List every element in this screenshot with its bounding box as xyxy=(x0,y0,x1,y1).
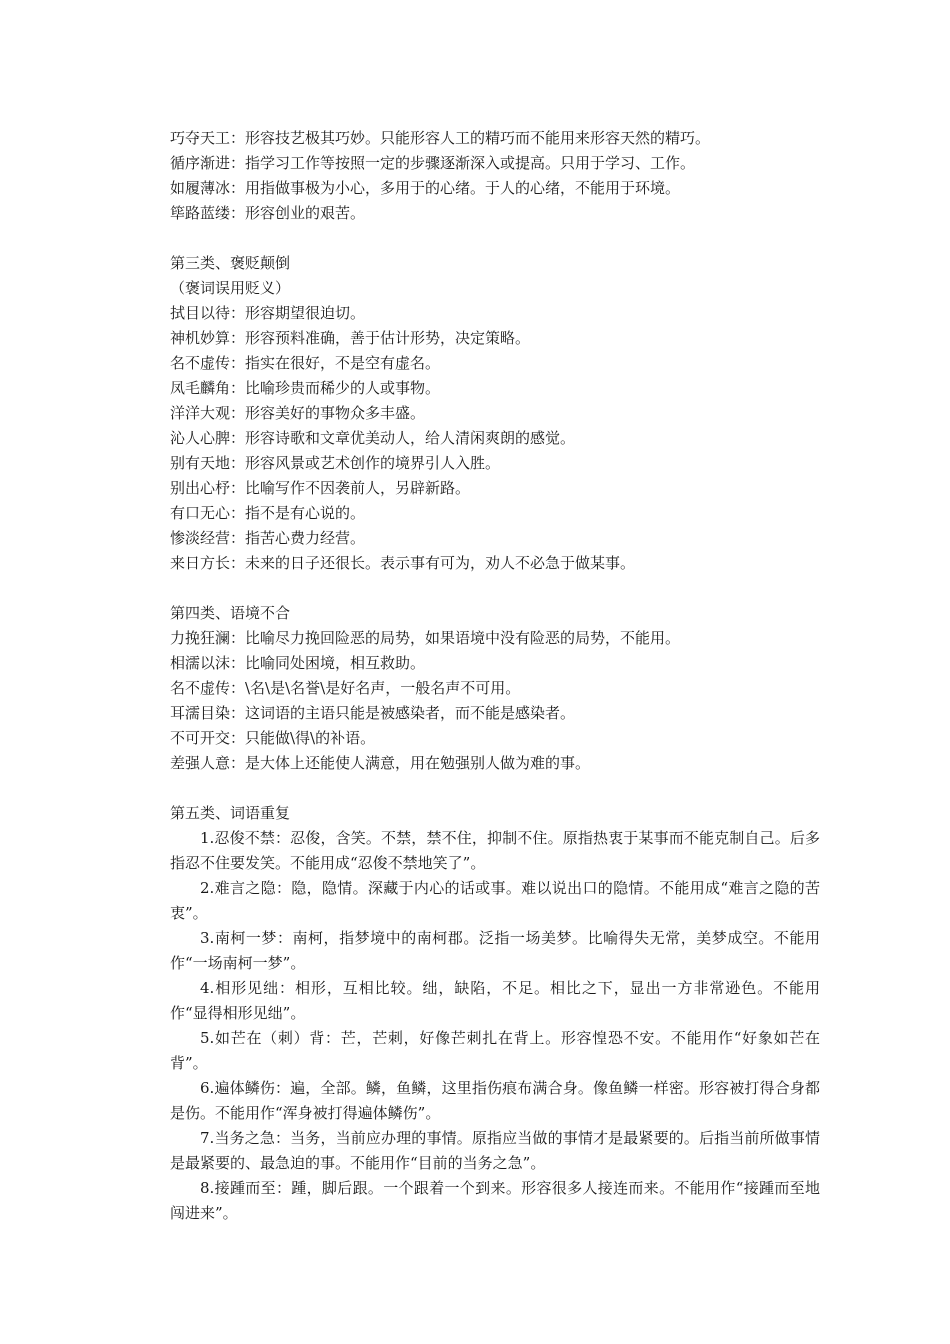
idiom-paragraph: 4.相形见绌：相形，互相比较。绌，缺陷，不足。相比之下，显出一方非常逊色。不能用作“显得相形见绌”。 xyxy=(170,979,820,1022)
section-heading: 第五类、词语重复 xyxy=(170,804,291,822)
section-4 xyxy=(170,601,820,776)
section-subheading: （褒词误用贬义） xyxy=(170,279,291,297)
spacer xyxy=(170,226,820,251)
spacer xyxy=(170,776,820,801)
idiom-line: 如履薄冰：用指做事极为小心，多用于的心绪。于人的心绪，不能用于环境。 xyxy=(170,179,681,197)
idiom-paragraph: 8.接踵而至：踵，脚后跟。一个跟着一个到来。形容很多人接连而来。不能用作“接踵而至地闯进来”。 xyxy=(170,1179,820,1222)
idiom-line: 筚路蓝缕：形容创业的艰苦。 xyxy=(170,204,366,222)
idiom-line: 有口无心：指不是有心说的。 xyxy=(170,504,366,522)
section-heading: 第三类、褒贬颠倒 xyxy=(170,254,291,272)
idiom-line: 名不虚传：指实在很好，不是空有虚名。 xyxy=(170,354,441,372)
idiom-line: 不可开交：只能做\得\的补语。 xyxy=(170,729,376,747)
idiom-line: 别有天地：形容风景或艺术创作的境界引人入胜。 xyxy=(170,454,501,472)
idiom-line: 来日方长：未来的日子还很长。表示事有可为，劝人不必急于做某事。 xyxy=(170,554,636,572)
idiom-line: 洋洋大观：形容美好的事物众多丰盛。 xyxy=(170,404,426,422)
section-top xyxy=(170,126,820,226)
idiom-line: 凤毛麟角：比喻珍贵而稀少的人或事物。 xyxy=(170,379,441,397)
idiom-paragraph: 6.遍体鳞伤：遍，全部。鳞，鱼鳞，这里指伤痕布满合身。像鱼鳞一样密。形容被打得合身都是伤。不能用作“浑身被打得遍体鳞伤”。 xyxy=(170,1079,820,1122)
section-3 xyxy=(170,251,820,576)
idiom-paragraph: 5.如芒在（刺）背：芒，芒刺，好像芒刺扎在背上。形容惶恐不安。不能用作“好象如芒在背”。 xyxy=(170,1029,820,1072)
idiom-line: 神机妙算：形容预料准确，善于估计形势，决定策略。 xyxy=(170,329,531,347)
idiom-line: 名不虚传：\名\是\名誉\是好名声，一般名声不可用。 xyxy=(170,679,521,697)
section-heading: 第四类、语境不合 xyxy=(170,604,291,622)
idiom-line: 拭目以待：形容期望很迫切。 xyxy=(170,304,366,322)
section-5 xyxy=(170,801,820,1226)
idiom-line: 别出心杼：比喻写作不因袭前人，另辟新路。 xyxy=(170,479,471,497)
idiom-line: 沁人心脾：形容诗歌和文章优美动人，给人清闲爽朗的感觉。 xyxy=(170,429,576,447)
idiom-line: 相濡以沫：比喻同处困境，相互救助。 xyxy=(170,654,426,672)
idiom-paragraph: 7.当务之急：当务，当前应办理的事情。原指应当做的事情才是最紧要的。后指当前所做事情是最紧要的、最急迫的事。不能用作“目前的当务之急”。 xyxy=(170,1129,820,1172)
idiom-line: 耳濡目染：这词语的主语只能是被感染者，而不能是感染者。 xyxy=(170,704,576,722)
spacer xyxy=(170,576,820,601)
document-body xyxy=(170,126,820,1226)
idiom-paragraph: 2.难言之隐：隐，隐情。深藏于内心的话或事。难以说出口的隐情。不能用成“难言之隐的苦衷”。 xyxy=(170,879,820,922)
idiom-line: 巧夺天工：形容技艺极其巧妙。只能形容人工的精巧而不能用来形容天然的精巧。 xyxy=(170,129,711,147)
idiom-paragraph: 1.忍俊不禁：忍俊，含笑。不禁，禁不住，抑制不住。原指热衷于某事而不能克制自己。后多指忍不住要发笑。不能用成“忍俊不禁地笑了”。 xyxy=(170,829,820,872)
idiom-paragraph: 3.南柯一梦：南柯，指梦境中的南柯郡。泛指一场美梦。比喻得失无常，美梦成空。不能用作“一场南柯一梦”。 xyxy=(170,929,820,972)
idiom-line: 力挽狂澜：比喻尽力挽回险恶的局势，如果语境中没有险恶的局势，不能用。 xyxy=(170,629,681,647)
idiom-line: 差强人意：是大体上还能使人满意，用在勉强别人做为难的事。 xyxy=(170,754,591,772)
idiom-line: 惨淡经营：指苦心费力经营。 xyxy=(170,529,366,547)
idiom-line: 循序渐进：指学习工作等按照一定的步骤逐渐深入或提高。只用于学习、工作。 xyxy=(170,154,696,172)
